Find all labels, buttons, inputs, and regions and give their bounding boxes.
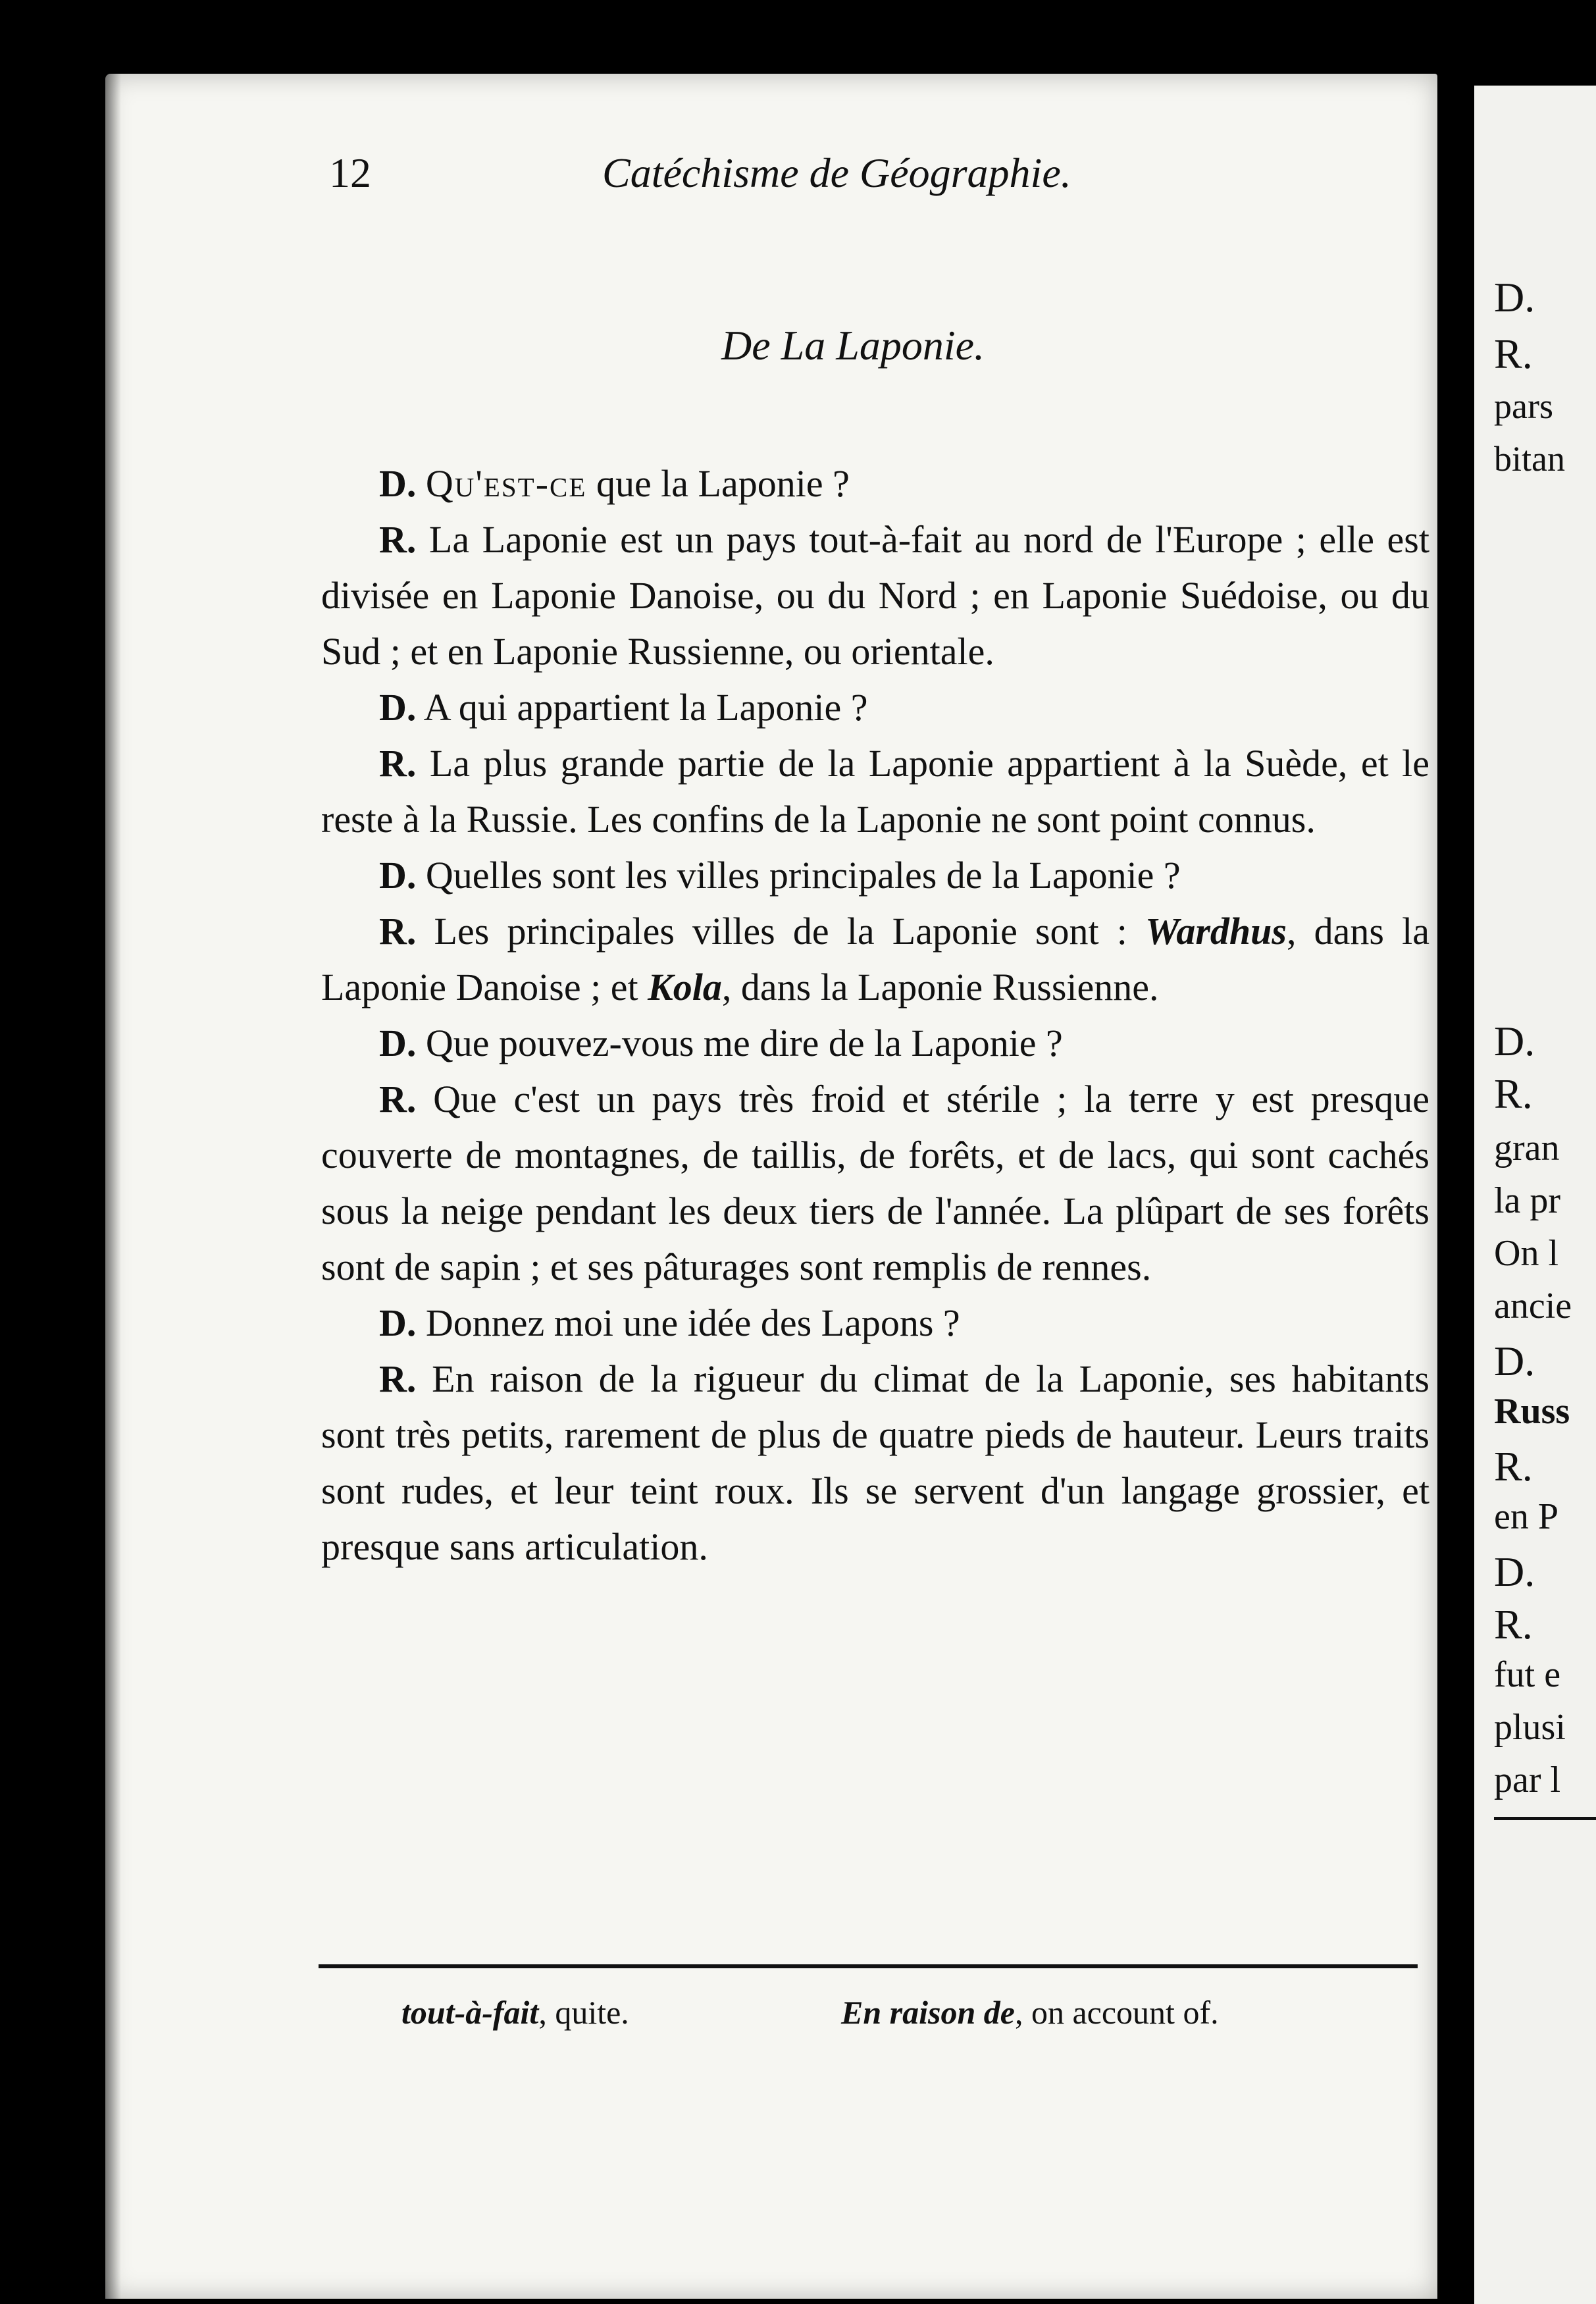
next-page-line: ancie bbox=[1494, 1286, 1572, 1326]
next-page-line: fut e bbox=[1494, 1654, 1561, 1695]
next-page-line: D. bbox=[1494, 1338, 1535, 1384]
footnote-gloss: , on account of. bbox=[1014, 1994, 1219, 2031]
place-name: Kola bbox=[648, 966, 722, 1008]
speaker-label: D. bbox=[379, 1301, 417, 1344]
question-paragraph bbox=[321, 1015, 1429, 1071]
speaker-label: D. bbox=[379, 686, 417, 729]
small-caps-lead: Qu'est-ce bbox=[425, 462, 587, 505]
next-page-line: R. bbox=[1494, 1601, 1533, 1648]
next-page-line: On l bbox=[1494, 1233, 1558, 1274]
paragraph-text: A qui appartient la Laponie ? bbox=[423, 686, 868, 729]
question-paragraph bbox=[321, 456, 1429, 511]
book-gutter bbox=[1437, 0, 1474, 2304]
section-title: De La Laponie. bbox=[721, 322, 985, 369]
question-paragraph bbox=[321, 1295, 1429, 1351]
page-shadow bbox=[105, 74, 121, 2299]
running-title: Catéchisme de Géographie. bbox=[602, 149, 1071, 196]
next-page-line: plusi bbox=[1494, 1707, 1566, 1748]
question-paragraph bbox=[321, 679, 1429, 735]
footnote-term: tout-à-fait bbox=[401, 1994, 539, 2031]
paragraph-text: En raison de la rigueur du climat de la Laponie, ses habitants sont très petits, rarement de plus de quatre pieds de hauteur. Leurs traits sont rudes, et leur teint roux. Ils se servent d'un langage grossier, et presque sans articulation. bbox=[321, 1357, 1429, 1568]
next-page-line: R. bbox=[1494, 330, 1533, 377]
question-paragraph bbox=[321, 847, 1429, 903]
next-page-line: D. bbox=[1494, 274, 1535, 321]
next-page-line: Russ bbox=[1494, 1391, 1570, 1432]
answer-paragraph bbox=[321, 735, 1429, 847]
footnote bbox=[401, 1993, 629, 2031]
answer-paragraph bbox=[321, 903, 1429, 1015]
footnote bbox=[841, 1993, 1219, 2031]
paragraph-text: La Laponie est un pays tout-à-fait au nord de l'Europe ; elle est divisée en Laponie Danoise, ou du Nord ; en Laponie Suédoise, ou du Sud ; et en Laponie Russienne, ou orientale. bbox=[321, 518, 1429, 673]
paragraph-text: Que c'est un pays très froid et stérile ; la terre y est presque couverte de montagnes, de taillis, de forêts, et de lacs, qui sont cachés sous la neige pendant les deux tiers de l'année. La plûpart de ses forêts sont de sapin ; et ses pâturages sont remplis de rennes. bbox=[321, 1078, 1429, 1288]
paragraph-text: , dans la Laponie Russienne. bbox=[721, 966, 1159, 1008]
next-page-line: gran bbox=[1494, 1128, 1560, 1168]
speaker-label: R. bbox=[379, 742, 417, 785]
next-page-rule bbox=[1494, 1817, 1596, 1820]
paragraph-text: Les principales villes de la Laponie sont : bbox=[434, 910, 1146, 953]
place-name: Wardhus bbox=[1145, 910, 1287, 953]
footnote-rule bbox=[319, 1964, 1418, 1968]
next-page-line: la pr bbox=[1494, 1180, 1561, 1221]
next-page-line: D. bbox=[1494, 1548, 1535, 1595]
speaker-label: D. bbox=[379, 854, 417, 897]
catechism-text bbox=[321, 456, 1429, 1575]
next-page-line: R. bbox=[1494, 1070, 1533, 1117]
answer-paragraph bbox=[321, 1351, 1429, 1575]
paragraph-text: Que pouvez-vous me dire de la Laponie ? bbox=[425, 1022, 1063, 1064]
paragraph-text: , dans la Laponie Danoise ; et bbox=[321, 910, 1429, 1008]
footnote-gloss: , quite. bbox=[538, 1994, 629, 2031]
speaker-label: R. bbox=[379, 1357, 417, 1400]
paragraph-text: Quelles sont les villes principales de la Laponie ? bbox=[425, 854, 1181, 897]
answer-paragraph bbox=[321, 511, 1429, 679]
next-page-line: pars bbox=[1494, 386, 1553, 426]
next-page-line: R. bbox=[1494, 1443, 1533, 1490]
next-page-line: D. bbox=[1494, 1018, 1535, 1064]
footnote-term: En raison de bbox=[841, 1994, 1015, 2031]
speaker-label: R. bbox=[379, 910, 417, 953]
next-page-line: par l bbox=[1494, 1760, 1561, 1800]
paragraph-text: que la Laponie ? bbox=[586, 462, 850, 505]
paragraph-text: Donnez moi une idée des Lapons ? bbox=[425, 1301, 960, 1344]
speaker-label: R. bbox=[379, 1078, 417, 1120]
speaker-label: D. bbox=[379, 462, 417, 505]
paragraph-text: La plus grande partie de la Laponie appartient à la Suède, et le reste à la Russie. Les confins de la Laponie ne sont point connus. bbox=[321, 742, 1430, 841]
page-number: 12 bbox=[329, 149, 371, 196]
speaker-label: D. bbox=[379, 1022, 417, 1064]
next-page-line: en P bbox=[1494, 1496, 1558, 1537]
adjacent-page-fragment bbox=[1474, 86, 1596, 2304]
speaker-label: R. bbox=[379, 518, 417, 561]
answer-paragraph bbox=[321, 1071, 1429, 1295]
next-page-line: bitan bbox=[1494, 439, 1565, 479]
